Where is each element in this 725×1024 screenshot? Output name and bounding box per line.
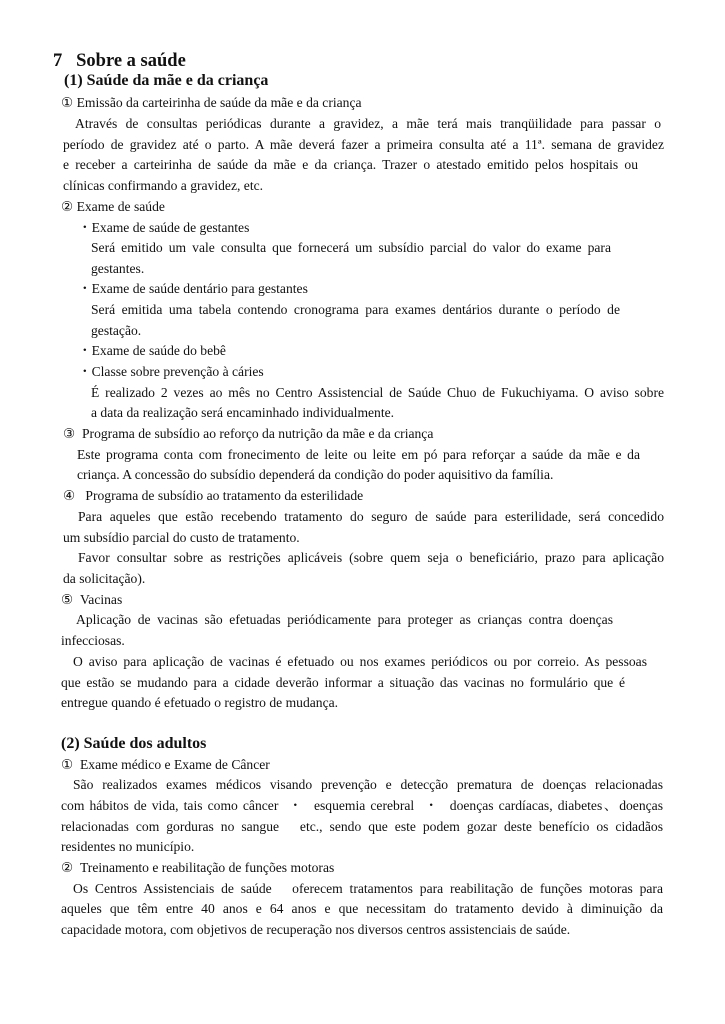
paragraph-line: São realizados exames médicos visando prevenção e detecção prematura de doenças relacionadas (73, 777, 663, 792)
paragraph-line: Favor consultar sobre as restrições aplicáveis (sobre quem seja o beneficiário, prazo para aplicação (78, 550, 664, 565)
item-title-health-card: ① Emissão da carteirinha de saúde da mãe e da criança (61, 95, 362, 110)
paragraph-line: período de gravidez até o parto. A mãe deverá fazer a primeira consulta até a 11ª. semana de gravidez (63, 137, 664, 152)
paragraph-line: Os Centros Assistenciais de saúde oferecem tratamentos para reabilitação de funções motoras para (73, 881, 663, 896)
section-title: 7 Sobre a saúde (53, 51, 186, 71)
paragraph-line: O aviso para aplicação de vacinas é efetuado ou nos exames periódicos ou por correio. As pessoas (73, 654, 647, 669)
paragraph-line: É realizado 2 vezes ao mês no Centro Assistencial de Saúde Chuo de Fukuchiyama. O aviso sobre (91, 385, 664, 400)
paragraph-line: Será emitida uma tabela contendo cronograma para exames dentários durante o período de (91, 302, 620, 317)
paragraph-line: relacionadas com gorduras no sangue etc., sendo que este podem gozar deste benefício os cidadãos (61, 819, 663, 834)
item-title-vaccines: ⑤ Vacinas (61, 592, 123, 607)
paragraph-line: gestantes. (91, 261, 145, 276)
paragraph-line: e receber a carteirinha de saúde da mãe e da criança. Trazer o atestado emitido pelos hospitais ou (63, 157, 638, 172)
item-title-motor-rehab: ② Treinamento e reabilitação de funções motoras (61, 860, 335, 875)
paragraph-line: Através de consultas periódicas durante a gravidez, a mãe terá mais tranqüilidade para passar o (75, 116, 661, 131)
paragraph-line: infecciosas. (61, 633, 125, 648)
paragraph-line: Este programa conta com fronecimento de leite ou leite em pó para reforçar a saúde da mãe e da (77, 447, 640, 462)
subsection-title-adults: (2) Saúde dos adultos (61, 735, 207, 752)
paragraph-line: capacidade motora, com objetivos de recuperação nos diversos centros assistenciais de saúde. (61, 922, 571, 937)
paragraph-line: a data da realização será encaminhado individualmente. (91, 405, 395, 420)
bullet-title-dental-exam: ・Exame de saúde dentário para gestantes (78, 281, 308, 296)
paragraph-line: entregue quando é efetuado o registro de mudança. (61, 695, 339, 710)
paragraph-line: um subsídio parcial do custo de tratamento. (63, 530, 300, 545)
item-title-sterility-program: ④ Programa de subsídio ao tratamento da esterilidade (63, 488, 364, 503)
paragraph-line: que estão se mudando para a cidade deverão informar a situação das vacinas no formulário que é (61, 675, 625, 690)
paragraph-line: com hábitos de vida, tais como câncer ・ esquemia cerebral ・ doenças cardíacas, diabetes、doenças (61, 798, 663, 813)
paragraph-line: da solicitação). (63, 571, 146, 586)
paragraph-line: criança. A concessão do subsídio dependerá da condição do poder aquisitivo da família. (77, 467, 554, 482)
paragraph-line: aqueles que têm entre 40 anos e 64 anos e que necessitam do tratamento devido à diminuição da (61, 901, 663, 916)
paragraph-line: clínicas confirmando a gravidez, etc. (63, 178, 264, 193)
item-title-medical-exam: ① Exame médico e Exame de Câncer (61, 757, 270, 772)
paragraph-line: Será emitido um vale consulta que fornecerá um subsídio parcial do valor do exame para (91, 240, 611, 255)
item-title-nutrition-program: ③ Programa de subsídio ao reforço da nutrição da mãe e da criança (63, 426, 434, 441)
paragraph-line: residentes no município. (61, 839, 195, 854)
item-title-health-exam: ② Exame de saúde (61, 199, 165, 214)
bullet-title-baby-exam: ・Exame de saúde do bebê (78, 343, 226, 358)
paragraph-line: gestação. (91, 323, 142, 338)
subsection-title-mother-child: (1) Saúde da mãe e da criança (64, 72, 269, 89)
bullet-title-caries-class: ・Classe sobre prevenção à cáries (78, 364, 264, 379)
paragraph-line: Aplicação de vacinas são efetuadas periódicamente para proteger as crianças contra doenças (76, 612, 613, 627)
paragraph-line: Para aqueles que estão recebendo tratamento do seguro de saúde para esterilidade, será concedido (78, 509, 664, 524)
bullet-title-pregnant-exam: ・Exame de saúde de gestantes (78, 220, 250, 235)
